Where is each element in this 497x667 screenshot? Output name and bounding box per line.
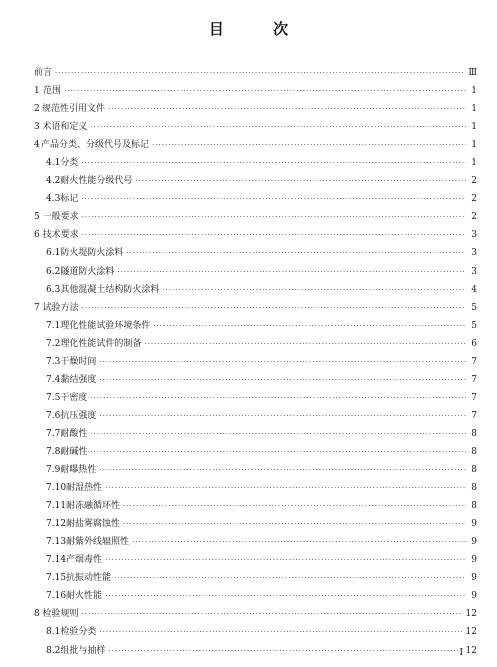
toc-entry-number: 7.13 [46,537,67,548]
toc-entry-page: 5 [471,302,477,313]
toc-entry[interactable] [34,516,477,534]
toc-entry[interactable] [34,191,477,209]
toc-leader-dots [81,159,466,167]
toc-entry[interactable] [34,282,477,300]
toc-leader-dots [108,647,462,655]
toc-entry-number: 7.14 [46,555,67,566]
toc-entry-label: 范围 [43,86,62,97]
toc-entry[interactable] [34,570,477,588]
toc-entry-page: 12 [465,609,477,620]
toc-entry-number: 4.2 [46,176,61,187]
toc-entry[interactable] [34,209,477,227]
toc-entry-label: 耐酸性 [60,428,88,439]
toc-entry-label: 耐火性能分级代号 [60,176,133,187]
toc-entry-label: 组批与抽样 [60,645,106,656]
toc-entry-page: 1 [471,122,477,133]
toc-leader-dots [90,123,466,131]
toc-entry[interactable] [34,390,477,408]
toc-entry-page: 5 [471,320,477,331]
toc-leader-dots [135,177,466,185]
toc-entry[interactable] [34,643,477,661]
toc-entry-number: 7.12 [46,519,67,530]
toc-entry-number: 7.11 [46,501,67,512]
toc-entry-page: 9 [471,573,477,584]
toc-entry-page: 8 [471,446,477,457]
toc-entry-page: 8 [471,501,477,512]
toc-entry-label: 规范性引用文件 [42,104,106,115]
toc-entry-label: 耐紫外线辐照性 [66,537,130,548]
toc-entry-page: 9 [471,555,477,566]
toc-leader-dots [105,484,466,492]
toc-entry[interactable] [34,101,477,119]
toc-entry-label: 其他混凝土结构防火涂料 [60,284,160,295]
toc-entry-number: 7.2 [46,338,61,349]
toc-entry-page: 7 [471,356,477,367]
toc-entry-number: 7.6 [46,410,61,421]
toc-entry[interactable] [34,137,477,155]
table-of-contents [34,65,477,661]
toc-entry[interactable] [34,552,477,570]
toc-entry-number: 5 [34,212,40,223]
toc-entry-label: 耐碱性 [60,446,88,457]
toc-entry-number: 4.1 [46,158,61,169]
toc-entry-number: 7.3 [46,356,61,367]
toc-entry-label: 前言 [34,68,53,78]
toc-entry-label: 抗压强度 [60,410,97,421]
toc-entry-number: 7.4 [46,374,61,385]
toc-entry-page: 8 [471,483,477,494]
toc-entry-label: 一般要求 [42,212,79,223]
toc-entry[interactable] [34,318,477,336]
toc-entry-page: 9 [471,591,477,602]
toc-leader-dots [90,448,466,456]
toc-entry-page: 1 [471,86,477,97]
toc-entry-page: 7 [471,374,477,385]
toc-entry-label: 标记 [60,194,79,205]
toc-entry-number: 4 [34,140,40,151]
toc-entry-label: 耐火性能 [66,591,103,602]
toc-entry-number: 7.5 [46,392,61,403]
toc-entry[interactable] [34,372,477,390]
toc-entry-number: 7 [34,302,40,313]
toc-entry-page: 8 [471,465,477,476]
toc-leader-dots [81,195,466,203]
toc-entry-number: 1 [34,86,40,97]
toc-leader-dots [162,286,466,294]
toc-entry-label: 耐曝热性 [60,465,97,476]
toc-entry-label: 产品分类、分级代号及标记 [41,140,150,151]
toc-leader-dots [123,502,466,510]
toc-entry-number: 7.10 [46,483,67,494]
toc-entry-label: 分类 [60,158,79,169]
toc-entry-number: 6.3 [46,284,61,295]
toc-entry-label: 干密度 [60,392,88,403]
toc-entry-page: 3 [471,248,477,259]
toc-leader-dots [105,556,466,564]
toc-entry[interactable] [34,588,477,606]
toc-entry-number: 6.2 [46,266,61,277]
toc-leader-dots [105,592,466,600]
toc-entry-page: 4 [471,284,477,295]
toc-entry-number: 7.16 [46,591,67,602]
toc-entry[interactable] [34,65,477,83]
toc-entry-page: 12 [465,645,477,656]
toc-leader-dots [117,268,466,276]
toc-leader-dots [82,304,466,312]
toc-leader-dots [152,141,466,149]
toc-entry-number: 6.1 [46,248,61,259]
toc-entry[interactable] [34,119,477,137]
toc-entry-label: 理化性能试验环境条件 [60,320,151,331]
toc-leader-dots [82,213,466,221]
toc-entry-number: 7.8 [46,446,61,457]
toc-leader-dots [114,574,466,582]
toc-entry-label: 产烟毒性 [66,555,103,566]
toc-entry[interactable] [34,480,477,498]
toc-entry-label: 检验分类 [60,627,97,638]
toc-entry-label: 抗振动性能 [66,573,112,584]
toc-leader-dots [99,376,466,384]
toc-entry[interactable] [34,155,477,173]
toc-leader-dots [55,69,465,77]
toc-entry-page: 7 [471,410,477,421]
toc-entry-label: 耐冻融循环性 [66,501,121,512]
toc-entry-label: 技术要求 [42,230,79,241]
toc-entry-page: 3 [471,230,477,241]
toc-leader-dots [99,358,466,366]
toc-leader-dots [126,249,466,257]
toc-entry[interactable] [34,444,477,462]
toc-entry[interactable] [34,245,477,263]
toc-leader-dots [108,105,466,113]
toc-entry-page: 1 [471,104,477,115]
toc-leader-dots [90,430,466,438]
toc-entry-label: 隧道防火涂料 [60,266,115,277]
toc-entry[interactable] [34,408,477,426]
toc-entry-page: 9 [471,537,477,548]
toc-leader-dots [90,394,466,402]
toc-entry-number: 4.3 [46,194,61,205]
toc-entry[interactable] [34,426,477,444]
toc-entry-label: 耐湿热性 [66,483,103,494]
toc-entry-label: 术语和定义 [42,122,88,133]
toc-leader-dots [82,231,466,239]
toc-entry-number: 7.1 [46,320,61,331]
toc-entry-number: 7.15 [46,573,67,584]
toc-entry[interactable] [34,300,477,318]
toc-entry[interactable] [34,354,477,372]
toc-entry[interactable] [34,264,477,282]
toc-entry[interactable] [34,534,477,552]
toc-entry[interactable] [34,227,477,245]
toc-entry-label: 黏结强度 [60,374,97,385]
toc-entry-label: 耐盐雾腐蚀性 [66,519,121,530]
toc-leader-dots [99,412,466,420]
toc-entry-page: 7 [471,392,477,403]
toc-leader-dots [132,538,466,546]
toc-entry-page: 6 [471,338,477,349]
toc-entry-page: 1 [471,158,477,169]
toc-leader-dots [64,87,466,95]
toc-entry-label: 干燥时间 [60,356,97,367]
toc-leader-dots [99,628,462,636]
toc-entry-number: 3 [34,122,40,133]
toc-leader-dots [99,466,466,474]
page-number: I [459,648,463,658]
toc-entry-page: 9 [471,519,477,530]
toc-entry[interactable] [34,624,477,642]
toc-entry-page: 2 [471,194,477,205]
toc-entry-page: Ⅲ [468,68,477,78]
toc-leader-dots [144,340,466,348]
toc-entry-number: 8.1 [46,627,61,638]
toc-entry-number: 7.9 [46,465,61,476]
toc-entry-page: 1 [471,140,477,151]
toc-entry-number: 8 [34,609,40,620]
toc-entry-label: 理化性能试件的制备 [60,338,142,349]
toc-leader-dots [123,520,466,528]
toc-entry[interactable] [34,606,477,624]
toc-entry[interactable] [34,83,477,101]
toc-entry[interactable] [34,173,477,191]
toc-entry-label: 防火堤防火涂料 [60,248,124,259]
toc-entry-number: 6 [34,230,40,241]
toc-leader-dots [153,322,466,330]
toc-entry-number: 2 [34,104,40,115]
toc-entry-label: 检验规则 [42,609,79,620]
toc-entry-number: 7.7 [46,428,61,439]
toc-entry-page: 2 [471,212,477,223]
toc-entry-page: 12 [465,627,477,638]
toc-entry-page: 2 [471,176,477,187]
toc-entry-page: 8 [471,428,477,439]
toc-leader-dots [82,610,463,618]
page-title: 目 次 [208,20,311,38]
toc-entry-label: 试验方法 [42,302,79,313]
toc-entry-number: 8.2 [46,645,61,656]
toc-entry-page: 3 [471,266,477,277]
toc-entry[interactable] [34,462,477,480]
toc-entry[interactable] [34,498,477,516]
toc-entry[interactable] [34,336,477,354]
